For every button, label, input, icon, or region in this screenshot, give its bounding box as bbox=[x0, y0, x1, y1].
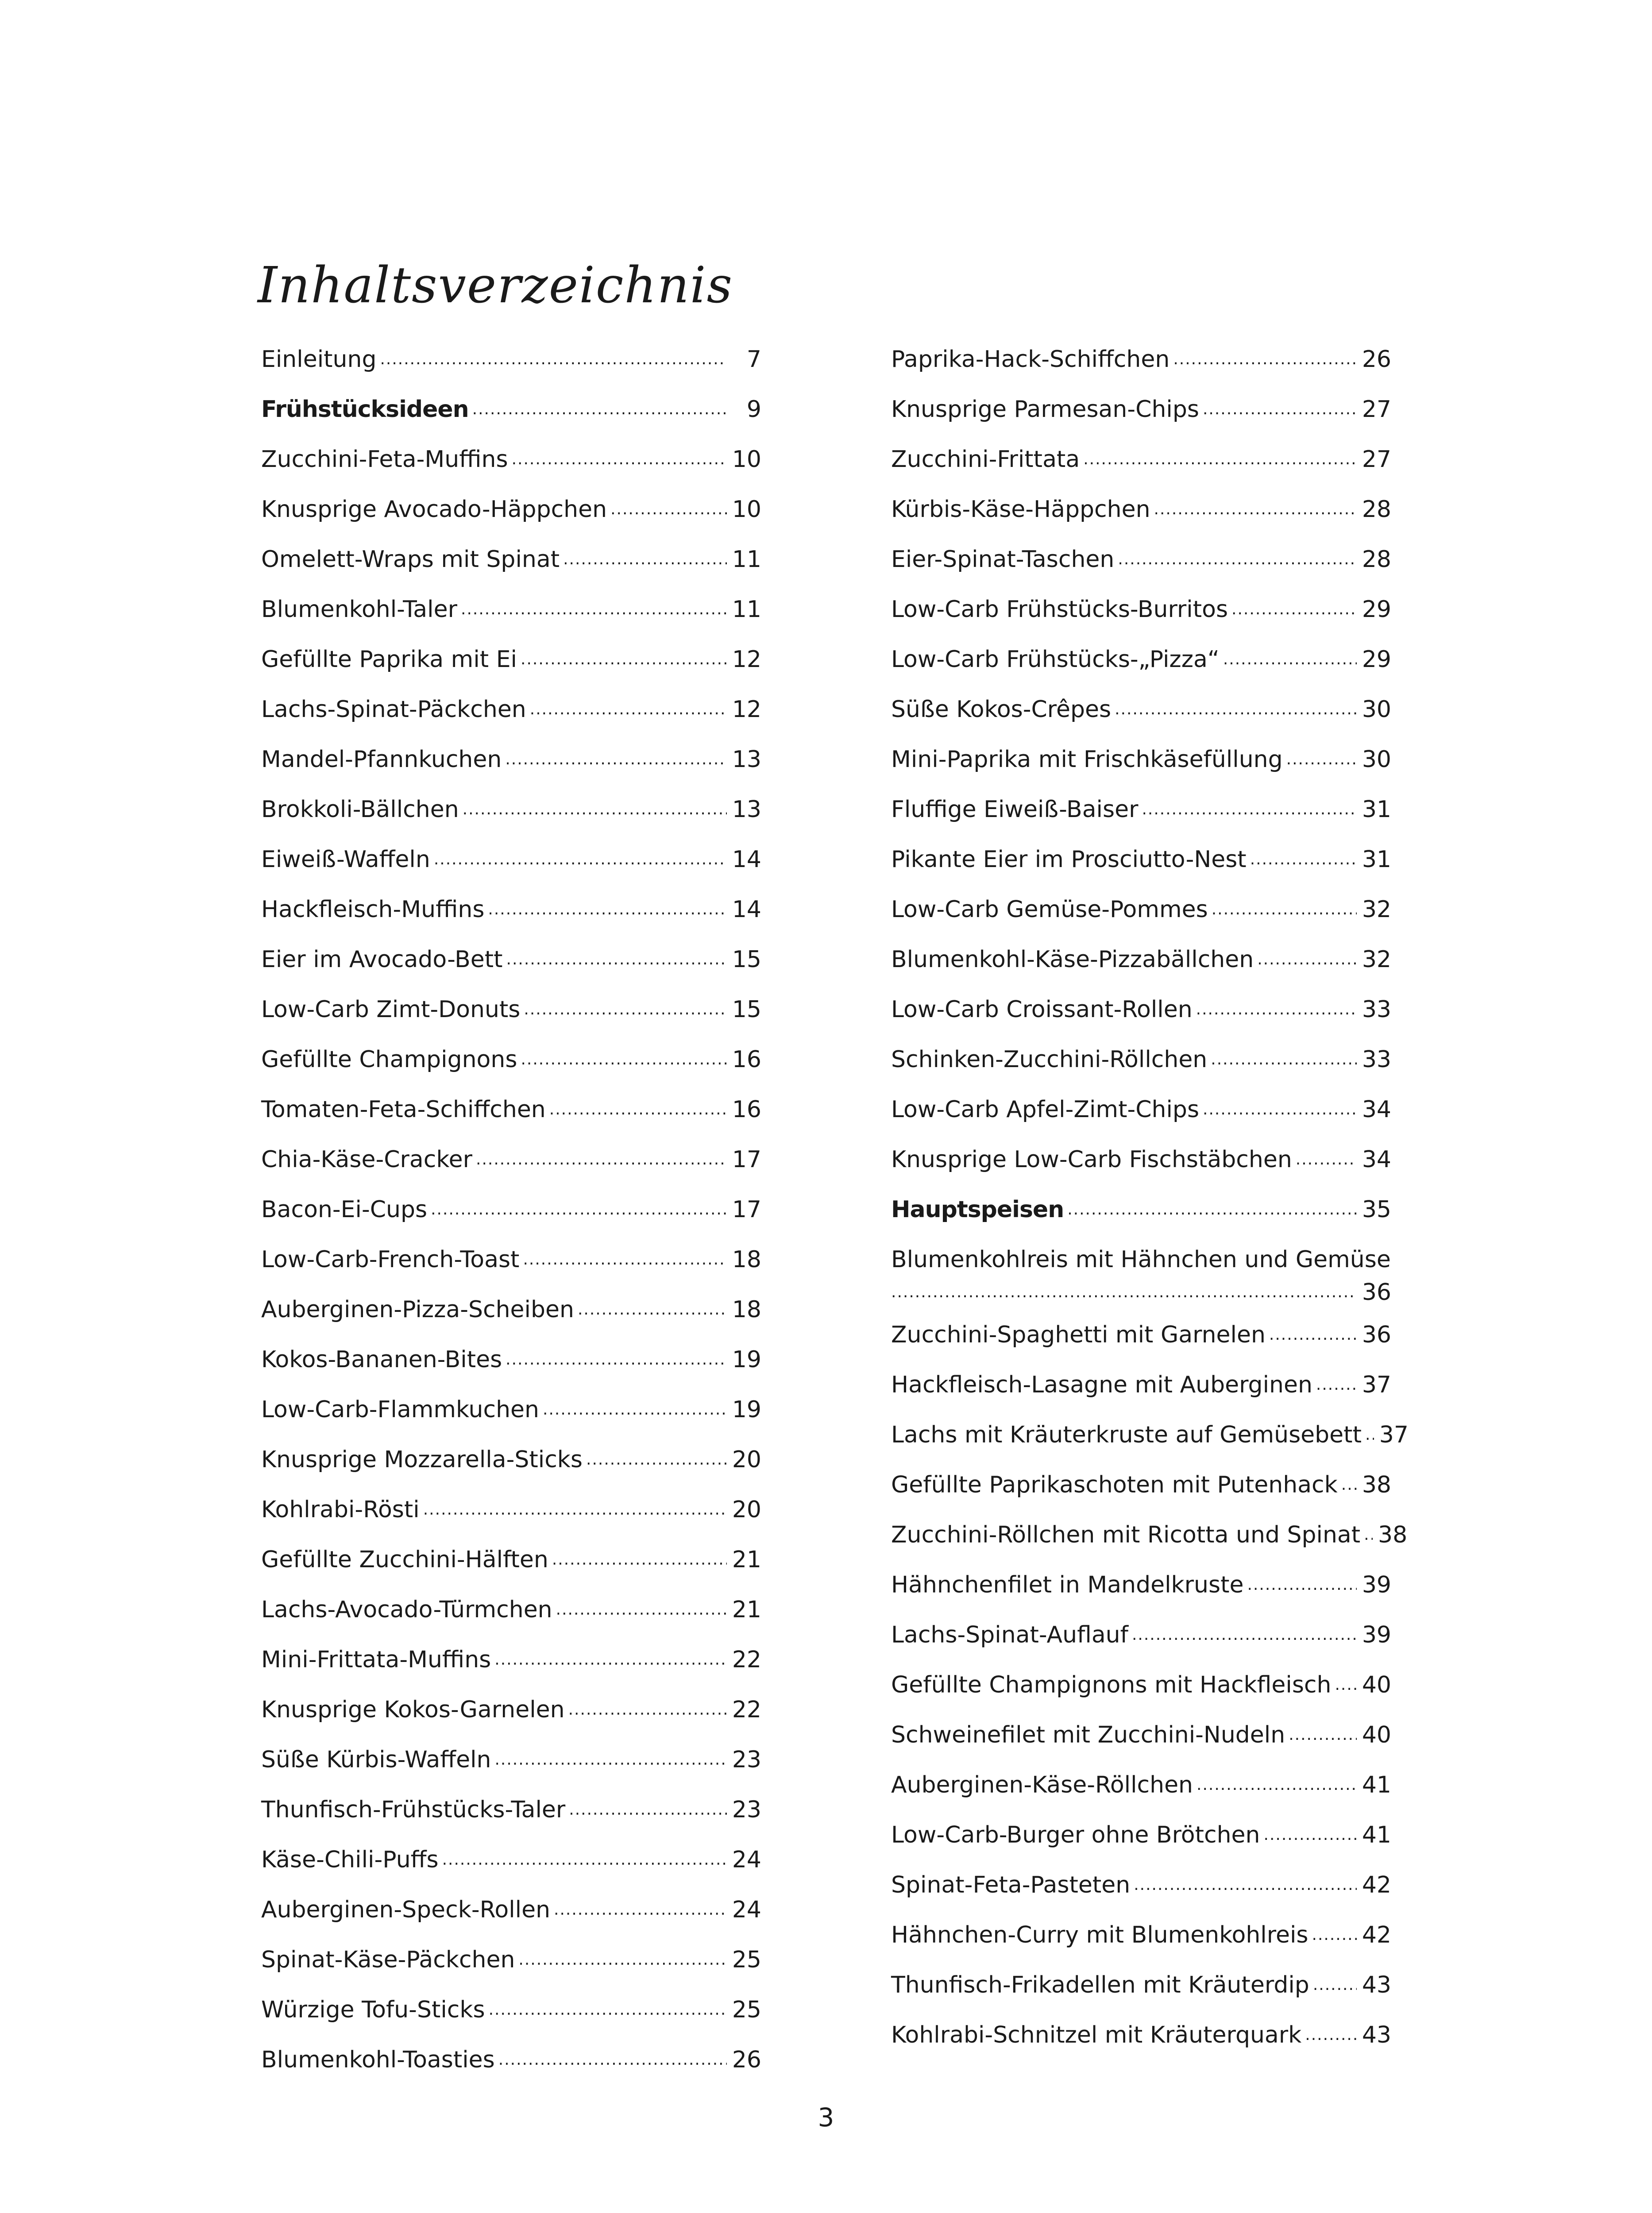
toc-dot-leader bbox=[476, 1142, 727, 1175]
toc-entry-label: Low-Carb Frühstücks-„Pizza“ bbox=[891, 646, 1220, 673]
toc-entry[interactable] bbox=[891, 1570, 1391, 1620]
toc-entry-page: 15 bbox=[732, 996, 761, 1023]
toc-entry-label: Auberginen-Speck-Rollen bbox=[261, 1897, 551, 1923]
toc-dot-leader bbox=[1231, 592, 1357, 625]
toc-entry[interactable] bbox=[261, 1745, 761, 1795]
toc-entry[interactable] bbox=[891, 1670, 1391, 1720]
toc-entry[interactable] bbox=[891, 844, 1391, 894]
toc-entry-page: 16 bbox=[732, 1046, 761, 1073]
toc-dot-leader bbox=[552, 1542, 727, 1575]
toc-entry-page: 20 bbox=[732, 1496, 761, 1523]
toc-entry[interactable] bbox=[891, 394, 1391, 444]
toc-entry[interactable] bbox=[261, 544, 761, 594]
toc-entry[interactable] bbox=[261, 694, 761, 744]
toc-dot-leader bbox=[472, 392, 727, 424]
toc-entry-label: Knusprige Mozzarella-Sticks bbox=[261, 1446, 583, 1473]
toc-dot-leader bbox=[506, 942, 727, 975]
toc-entry[interactable] bbox=[261, 1445, 761, 1495]
toc-entry-label: Auberginen-Käse-Röllchen bbox=[891, 1772, 1193, 1798]
toc-dot-leader bbox=[1247, 1567, 1357, 1600]
toc-entry-label: Low-Carb Gemüse-Pommes bbox=[891, 896, 1208, 923]
toc-entry-label: Fluffige Eiweiß-Baiser bbox=[891, 796, 1139, 823]
toc-entry-page: 38 bbox=[1362, 1472, 1391, 1498]
toc-entry[interactable] bbox=[891, 1245, 1391, 1320]
toc-entry[interactable] bbox=[261, 894, 761, 945]
toc-left-column bbox=[261, 344, 761, 2095]
toc-entry-label: Schinken-Zucchini-Röllchen bbox=[891, 1046, 1208, 1073]
toc-entry[interactable] bbox=[261, 494, 761, 544]
toc-entry-page: 38 bbox=[1378, 1522, 1408, 1548]
toc-entry-label: Low-Carb-Burger ohne Brötchen bbox=[891, 1822, 1260, 1848]
toc-entry[interactable] bbox=[891, 1520, 1408, 1570]
toc-dot-leader bbox=[578, 1292, 727, 1325]
toc-dot-leader bbox=[521, 1042, 727, 1075]
toc-entry-page: 42 bbox=[1362, 1922, 1391, 1948]
toc-entry[interactable] bbox=[891, 1770, 1391, 1820]
toc-dot-leader bbox=[1264, 1817, 1357, 1850]
toc-entry-label: Kohlrabi-Schnitzel mit Kräuterquark bbox=[891, 2022, 1302, 2048]
toc-entry-label: Lachs-Spinat-Auflauf bbox=[891, 1622, 1128, 1648]
toc-entry-label: Gefüllte Zucchini-Hälften bbox=[261, 1546, 548, 1573]
toc-entry[interactable] bbox=[891, 444, 1391, 494]
toc-entry-label: Knusprige Parmesan-Chips bbox=[891, 396, 1199, 423]
toc-entry-label: Spinat-Käse-Päckchen bbox=[261, 1947, 515, 1973]
toc-dot-leader bbox=[1118, 542, 1357, 574]
toc-dot-leader bbox=[1115, 692, 1357, 725]
toc-dot-leader bbox=[1203, 1092, 1357, 1125]
toc-entry-page: 19 bbox=[732, 1346, 761, 1373]
toc-entry-page: 39 bbox=[1362, 1622, 1391, 1648]
toc-entry[interactable] bbox=[261, 1145, 761, 1195]
toc-entry-page: 35 bbox=[1362, 1196, 1391, 1223]
toc-entry-page: 13 bbox=[732, 746, 761, 773]
toc-entry[interactable] bbox=[261, 1695, 761, 1745]
toc-entry-label: Thunfisch-Frikadellen mit Kräuterdip bbox=[891, 1972, 1309, 1998]
toc-entry-label: Käse-Chili-Puffs bbox=[261, 1847, 439, 1873]
toc-dot-leader bbox=[380, 342, 727, 374]
toc-dot-leader bbox=[1269, 1317, 1357, 1350]
toc-entry[interactable] bbox=[891, 344, 1391, 394]
toc-entry-page: 28 bbox=[1362, 496, 1391, 523]
toc-entry-label: Blumenkohl-Toasties bbox=[261, 2047, 495, 2073]
toc-entry-label: Zucchini-Frittata bbox=[891, 446, 1080, 473]
toc-entry-page: 40 bbox=[1362, 1722, 1391, 1748]
toc-dot-leader bbox=[556, 1592, 727, 1625]
toc-entry-label: Blumenkohlreis mit Hähnchen und Gemüse bbox=[891, 1246, 1391, 1273]
toc-entry-page: 26 bbox=[1362, 346, 1391, 373]
toc-dot-leader bbox=[1067, 1192, 1357, 1225]
toc-dot-leader bbox=[488, 892, 727, 925]
toc-entry[interactable] bbox=[891, 544, 1391, 594]
toc-dot-leader bbox=[494, 1642, 727, 1675]
toc-dot-leader bbox=[1142, 792, 1357, 825]
toc-entry-label: Lachs-Avocado-Türmchen bbox=[261, 1596, 552, 1623]
toc-dot-leader bbox=[549, 1092, 727, 1125]
toc-entry-page: 7 bbox=[746, 346, 761, 373]
toc-entry-page: 17 bbox=[732, 1196, 761, 1223]
toc-entry-page: 14 bbox=[732, 896, 761, 923]
toc-dot-leader bbox=[1211, 1042, 1357, 1075]
toc-entry[interactable] bbox=[891, 644, 1391, 694]
toc-entry[interactable] bbox=[891, 1470, 1391, 1520]
toc-entry-page: 11 bbox=[732, 596, 761, 623]
toc-entry[interactable] bbox=[261, 2045, 761, 2095]
toc-entry[interactable] bbox=[261, 1345, 761, 1395]
toc-entry-label: Süße Kokos-Crêpes bbox=[891, 696, 1112, 723]
toc-entry-page: 33 bbox=[1362, 1046, 1391, 1073]
toc-entry-page: 29 bbox=[1362, 596, 1391, 623]
toc-entry-label: Gefüllte Champignons mit Hackfleisch bbox=[891, 1672, 1332, 1698]
toc-entry[interactable] bbox=[261, 1845, 761, 1895]
toc-dot-leader bbox=[494, 1742, 727, 1775]
toc-entry-label: Lachs mit Kräuterkruste auf Gemüsebett bbox=[891, 1422, 1362, 1448]
toc-dot-leader bbox=[1257, 942, 1357, 975]
toc-entry-page: 25 bbox=[732, 1947, 761, 1973]
toc-entry[interactable] bbox=[891, 744, 1391, 794]
toc-dot-leader bbox=[1296, 1142, 1357, 1175]
toc-entry-page: 40 bbox=[1362, 1672, 1391, 1698]
toc-entry[interactable] bbox=[891, 1870, 1391, 1920]
toc-entry[interactable] bbox=[261, 1545, 761, 1595]
toc-entry[interactable] bbox=[261, 1245, 761, 1295]
toc-entry-label: Zucchini-Spaghetti mit Garnelen bbox=[891, 1322, 1266, 1348]
toc-entry[interactable] bbox=[261, 1395, 761, 1445]
toc-entry-label: Knusprige Low-Carb Fischstäbchen bbox=[891, 1146, 1292, 1173]
toc-dot-leader bbox=[1134, 1867, 1357, 1900]
toc-entry[interactable] bbox=[261, 1195, 761, 1245]
toc-entry-page: 18 bbox=[732, 1296, 761, 1323]
toc-entry-label: Lachs-Spinat-Päckchen bbox=[261, 696, 526, 723]
toc-entry-page: 37 bbox=[1362, 1372, 1391, 1398]
toc-entry[interactable] bbox=[891, 494, 1391, 544]
toc-entry-page: 33 bbox=[1362, 996, 1391, 1023]
toc-dot-leader bbox=[586, 1442, 727, 1475]
toc-dot-leader bbox=[1223, 642, 1357, 675]
toc-entry-page: 42 bbox=[1362, 1872, 1391, 1898]
toc-dot-leader bbox=[1335, 1667, 1357, 1700]
toc-entry-page: 25 bbox=[732, 1997, 761, 2023]
toc-entry-page: 14 bbox=[732, 846, 761, 873]
toc-entry-label: Kokos-Bananen-Bites bbox=[261, 1346, 502, 1373]
toc-entry[interactable] bbox=[261, 844, 761, 894]
toc-entry-page: 27 bbox=[1362, 446, 1391, 473]
toc-entry-page: 9 bbox=[746, 396, 761, 423]
page-title: Inhaltsverzeichnis bbox=[258, 257, 733, 314]
toc-dot-leader bbox=[521, 642, 727, 675]
toc-entry-label: Blumenkohl-Käse-Pizzabällchen bbox=[891, 946, 1254, 973]
toc-dot-leader bbox=[434, 842, 727, 875]
toc-entry-page: 36 bbox=[1362, 1322, 1391, 1348]
toc-entry-label: Gefüllte Champignons bbox=[261, 1046, 517, 1073]
toc-entry[interactable] bbox=[891, 1620, 1391, 1670]
toc-entry-page: 32 bbox=[1362, 946, 1391, 973]
toc-dot-leader bbox=[1250, 842, 1357, 875]
toc-dot-leader bbox=[1197, 1767, 1357, 1800]
toc-entry-label: Würzige Tofu-Sticks bbox=[261, 1997, 485, 2023]
toc-entry-page: 12 bbox=[732, 696, 761, 723]
toc-entry-page: 27 bbox=[1362, 396, 1391, 423]
toc-entry-label: Mandel-Pfannkuchen bbox=[261, 746, 502, 773]
toc-dot-leader bbox=[891, 1275, 1357, 1307]
toc-dot-leader bbox=[1203, 392, 1357, 424]
toc-entry-label: Kohlrabi-Rösti bbox=[261, 1496, 420, 1523]
toc-entry-page: 31 bbox=[1362, 846, 1391, 873]
toc-entry[interactable] bbox=[891, 694, 1391, 744]
toc-entry-label: Hackfleisch-Lasagne mit Auberginen bbox=[891, 1372, 1312, 1398]
toc-dot-leader bbox=[524, 992, 727, 1025]
toc-dot-leader bbox=[569, 1792, 727, 1825]
toc-entry-page: 41 bbox=[1362, 1822, 1391, 1848]
toc-section-heading[interactable] bbox=[261, 394, 761, 444]
toc-entry[interactable] bbox=[891, 1045, 1391, 1095]
toc-entry-page: 41 bbox=[1362, 1772, 1391, 1798]
toc-dot-leader bbox=[461, 592, 727, 625]
toc-entry-label: Eier-Spinat-Taschen bbox=[891, 546, 1115, 573]
toc-entry-label: Omelett-Wraps mit Spinat bbox=[261, 546, 560, 573]
toc-entry-page: 43 bbox=[1362, 1972, 1391, 1998]
toc-entry-label: Gefüllte Paprika mit Ei bbox=[261, 646, 517, 673]
toc-entry[interactable] bbox=[261, 945, 761, 995]
toc-entry[interactable] bbox=[891, 1095, 1391, 1145]
toc-dot-leader bbox=[1173, 342, 1357, 374]
toc-entry-label: Gefüllte Paprikaschoten mit Putenhack bbox=[891, 1472, 1338, 1498]
toc-dot-leader bbox=[489, 1992, 727, 2025]
toc-dot-leader bbox=[1289, 1717, 1357, 1750]
toc-entry-label: Frühstücksideen bbox=[261, 396, 469, 423]
toc-entry-label: Low-Carb-French-Toast bbox=[261, 1246, 520, 1273]
toc-entry-page: 20 bbox=[732, 1446, 761, 1473]
toc-entry[interactable] bbox=[891, 594, 1391, 644]
toc-dot-leader bbox=[530, 692, 727, 725]
toc-entry-label: Knusprige Kokos-Garnelen bbox=[261, 1696, 565, 1723]
toc-entry-label: Einleitung bbox=[261, 346, 377, 373]
toc-entry-page: 39 bbox=[1362, 1572, 1391, 1598]
toc-entry[interactable] bbox=[891, 995, 1391, 1045]
toc-entry[interactable] bbox=[261, 1895, 761, 1945]
toc-entry-label: Süße Kürbis-Waffeln bbox=[261, 1746, 491, 1773]
toc-dot-leader bbox=[523, 1242, 727, 1275]
toc-dot-leader bbox=[506, 1342, 727, 1375]
toc-entry-page: 31 bbox=[1362, 796, 1391, 823]
toc-dot-leader bbox=[512, 442, 727, 474]
toc-entry-label: Brokkoli-Bällchen bbox=[261, 796, 459, 823]
toc-entry[interactable] bbox=[261, 1645, 761, 1695]
toc-dot-leader bbox=[1286, 742, 1357, 775]
toc-entry-label: Low-Carb-Flammkuchen bbox=[261, 1396, 539, 1423]
toc-entry-label: Blumenkohl-Taler bbox=[261, 596, 457, 623]
toc-dot-leader bbox=[1196, 992, 1357, 1025]
toc-entry-page: 18 bbox=[732, 1246, 761, 1273]
toc-entry[interactable] bbox=[891, 1920, 1391, 1970]
toc-entry-page: 34 bbox=[1362, 1146, 1391, 1173]
toc-entry[interactable] bbox=[891, 1320, 1391, 1370]
toc-entry[interactable] bbox=[891, 1970, 1391, 2020]
toc-entry-label: Knusprige Avocado-Häppchen bbox=[261, 496, 607, 523]
toc-entry-label: Spinat-Feta-Pasteten bbox=[891, 1872, 1131, 1898]
toc-dot-leader bbox=[1313, 1967, 1357, 2000]
toc-dot-leader bbox=[1083, 442, 1357, 474]
toc-dot-leader bbox=[1365, 1417, 1374, 1450]
toc-entry[interactable] bbox=[261, 794, 761, 844]
toc-dot-leader bbox=[431, 1192, 727, 1225]
toc-entry-label: Auberginen-Pizza-Scheiben bbox=[261, 1296, 574, 1323]
toc-entry-page: 22 bbox=[732, 1696, 761, 1723]
toc-dot-leader bbox=[442, 1842, 727, 1875]
toc-dot-leader bbox=[518, 1942, 727, 1975]
toc-entry[interactable] bbox=[261, 995, 761, 1045]
toc-entry[interactable] bbox=[261, 1295, 761, 1345]
toc-dot-leader bbox=[1312, 1917, 1357, 1950]
toc-entry-page: 34 bbox=[1362, 1096, 1391, 1123]
toc-entry-page: 10 bbox=[732, 446, 761, 473]
toc-entry-page: 32 bbox=[1362, 896, 1391, 923]
toc-dot-leader bbox=[610, 492, 727, 524]
toc-entry[interactable] bbox=[261, 1095, 761, 1145]
toc-entry[interactable] bbox=[891, 794, 1391, 844]
toc-entry[interactable] bbox=[261, 1945, 761, 1995]
toc-dot-leader bbox=[505, 742, 727, 775]
toc-entry[interactable] bbox=[261, 1495, 761, 1545]
toc-entry-page: 11 bbox=[732, 546, 761, 573]
toc-entry-page: 17 bbox=[732, 1146, 761, 1173]
toc-entry-label: Low-Carb Apfel-Zimt-Chips bbox=[891, 1096, 1200, 1123]
toc-entry[interactable] bbox=[891, 945, 1391, 995]
toc-entry[interactable] bbox=[891, 1420, 1409, 1470]
toc-entry-label: Eiweiß-Waffeln bbox=[261, 846, 430, 873]
toc-dot-leader bbox=[1132, 1617, 1357, 1650]
toc-entry-page: 10 bbox=[732, 496, 761, 523]
toc-entry-page: 37 bbox=[1379, 1422, 1409, 1448]
toc-entry-label: Mini-Frittata-Muffins bbox=[261, 1646, 491, 1673]
toc-dot-leader bbox=[1341, 1467, 1357, 1500]
toc-entry-label: Bacon-Ei-Cups bbox=[261, 1196, 428, 1223]
toc-entry-page: 13 bbox=[732, 796, 761, 823]
toc-dot-leader bbox=[423, 1492, 727, 1525]
toc-entry[interactable] bbox=[261, 1995, 761, 2045]
toc-entry[interactable] bbox=[261, 644, 761, 694]
toc-dot-leader bbox=[1364, 1517, 1373, 1550]
toc-entry[interactable] bbox=[261, 744, 761, 794]
toc-dot-leader bbox=[568, 1692, 727, 1725]
toc-entry-page: 43 bbox=[1362, 2022, 1391, 2048]
toc-entry[interactable] bbox=[891, 1720, 1391, 1770]
toc-entry[interactable] bbox=[261, 1795, 761, 1845]
toc-entry[interactable] bbox=[261, 594, 761, 644]
toc-entry-page: 15 bbox=[732, 946, 761, 973]
toc-entry[interactable] bbox=[261, 344, 761, 394]
toc-entry-page: 12 bbox=[732, 646, 761, 673]
toc-entry-page: 26 bbox=[732, 2047, 761, 2073]
toc-entry-label: Low-Carb Frühstücks-Burritos bbox=[891, 596, 1228, 623]
toc-dot-leader bbox=[543, 1392, 727, 1425]
toc-entry-page: 28 bbox=[1362, 546, 1391, 573]
page-number: 3 bbox=[818, 2102, 834, 2132]
toc-dot-leader bbox=[1154, 492, 1357, 524]
toc-entry-page: 21 bbox=[732, 1546, 761, 1573]
toc-entry-label: Low-Carb Zimt-Donuts bbox=[261, 996, 521, 1023]
toc-entry[interactable] bbox=[891, 894, 1391, 945]
toc-entry-page: 23 bbox=[732, 1746, 761, 1773]
toc-entry-label: Zucchini-Feta-Muffins bbox=[261, 446, 508, 473]
toc-dot-leader bbox=[498, 2042, 727, 2075]
toc-entry-label: Tomaten-Feta-Schiffchen bbox=[261, 1096, 546, 1123]
toc-dot-leader bbox=[554, 1892, 727, 1925]
toc-entry-page: 24 bbox=[732, 1897, 761, 1923]
toc-entry[interactable] bbox=[891, 1145, 1391, 1195]
toc-entry-label: Zucchini-Röllchen mit Ricotta und Spinat bbox=[891, 1522, 1361, 1548]
toc-entry[interactable] bbox=[891, 2020, 1391, 2070]
toc-entry-label: Thunfisch-Frühstücks-Taler bbox=[261, 1797, 566, 1823]
toc-entry-page: 19 bbox=[732, 1396, 761, 1423]
toc-dot-leader bbox=[563, 542, 727, 574]
toc-right-column bbox=[891, 344, 1409, 2070]
toc-entry[interactable] bbox=[261, 1595, 761, 1645]
toc-entry-label: Paprika-Hack-Schiffchen bbox=[891, 346, 1170, 373]
toc-section-heading[interactable] bbox=[891, 1195, 1391, 1245]
toc-entry-label: Eier im Avocado-Bett bbox=[261, 946, 503, 973]
toc-entry-page: 22 bbox=[732, 1646, 761, 1673]
toc-entry[interactable] bbox=[261, 444, 761, 494]
toc-entry-label: Chia-Käse-Cracker bbox=[261, 1146, 473, 1173]
toc-entry-label: Kürbis-Käse-Häppchen bbox=[891, 496, 1150, 523]
toc-entry-page: 24 bbox=[732, 1847, 761, 1873]
toc-entry[interactable] bbox=[891, 1370, 1391, 1420]
toc-dot-leader bbox=[1316, 1367, 1357, 1400]
toc-entry-label: Low-Carb Croissant-Rollen bbox=[891, 996, 1193, 1023]
toc-entry[interactable] bbox=[891, 1820, 1391, 1870]
toc-entry-label: Hähnchen-Curry mit Blumenkohlreis bbox=[891, 1922, 1308, 1948]
toc-dot-leader bbox=[1305, 2017, 1357, 2050]
toc-entry-page: 36 bbox=[1362, 1279, 1391, 1306]
toc-dot-leader bbox=[463, 792, 727, 825]
toc-entry[interactable] bbox=[261, 1045, 761, 1095]
toc-entry-label: Hackfleisch-Muffins bbox=[261, 896, 485, 923]
toc-entry-page: 30 bbox=[1362, 746, 1391, 773]
toc-entry-label: Mini-Paprika mit Frischkäsefüllung bbox=[891, 746, 1283, 773]
toc-entry-label: Pikante Eier im Prosciutto-Nest bbox=[891, 846, 1247, 873]
toc-entry-page: 30 bbox=[1362, 696, 1391, 723]
toc-dot-leader bbox=[1212, 892, 1357, 925]
toc-entry-page: 29 bbox=[1362, 646, 1391, 673]
toc-entry-label: Schweinefilet mit Zucchini-Nudeln bbox=[891, 1722, 1285, 1748]
toc-entry-page: 21 bbox=[732, 1596, 761, 1623]
toc-entry-label: Hauptspeisen bbox=[891, 1196, 1064, 1223]
toc-entry-page: 23 bbox=[732, 1797, 761, 1823]
toc-entry-page: 16 bbox=[732, 1096, 761, 1123]
toc-entry-label: Hähnchenfilet in Mandelkruste bbox=[891, 1572, 1244, 1598]
